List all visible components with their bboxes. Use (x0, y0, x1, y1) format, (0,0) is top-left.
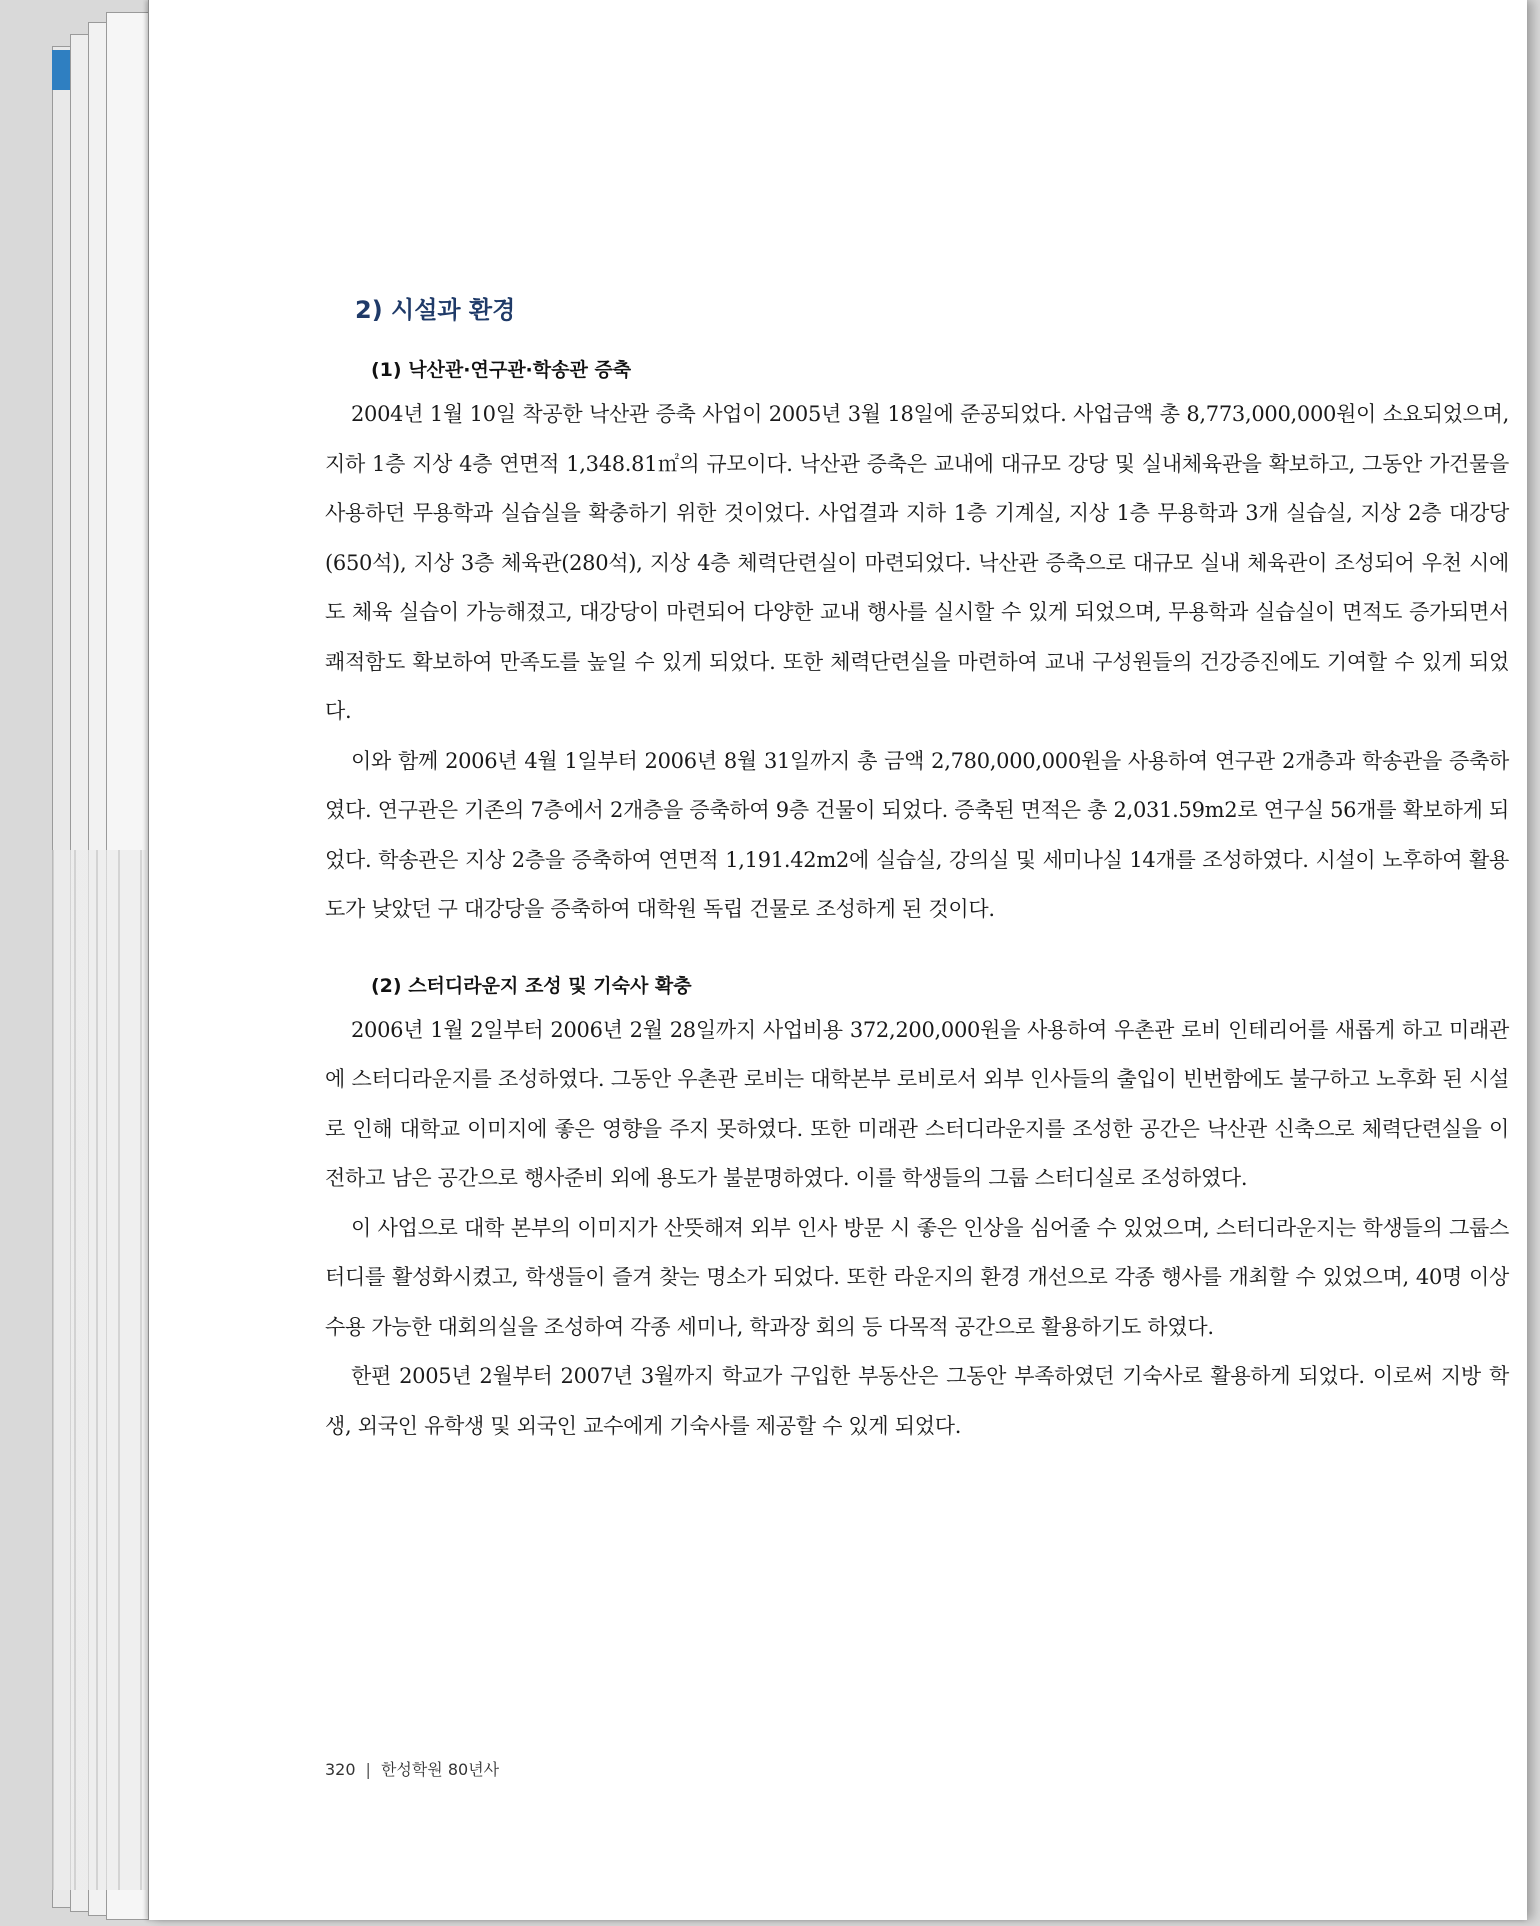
paragraph: 한편 2005년 2월부터 2007년 3월까지 학교가 구입한 부동산은 그동안 부족하였던 기숙사로 활용하게 되었다. 이로써 지방 학생, 외국인 유학생 및 외국인 교수에게 기숙사를 제공할 수 있게 되었다. (325, 1364, 1509, 1438)
page-number: 320 (325, 1760, 356, 1779)
page-stack-lines (52, 850, 146, 1890)
paragraph: 이와 함께 2006년 4월 1일부터 2006년 8월 31일까지 총 금액 2,780,000,000원을 사용하여 연구관 2개층과 학송관을 증축하였다. 연구관은 기존의 7층에서 2개층을 증축하여 9층 건물이 되었다. 증축된 면적은 총 2,031.59m2로 연구실 56개를 확보하게 되었다. 학송관은 지상 2층을 증축하여 연면적 1,191.42m2에 실습실, 강의실 및 세미나실 14개를 조성하였다. 시설이 노후하여 활용도가 낮았던 구 대강당을 증축하여 대학원 독립 건물로 조성하게 된 것이다. (325, 748, 1509, 921)
subsection-title-2: (2) 스터디라운지 조성 및 기숙사 확충 (371, 974, 692, 997)
paragraph: 이 사업으로 대학 본부의 이미지가 산뜻해져 외부 인사 방문 시 좋은 인상을 심어줄 수 있었으며, 스터디라운지는 학생들의 그룹스터디를 활성화시켰고, 학생들이 즐겨 찾는 명소가 되었다. 또한 라운지의 환경 개선으로 각종 행사를 개최할 수 있었으며, 40명 이상 수용 가능한 대회의실을 조성하여 각종 세미나, 학과장 회의 등 다목적 공간으로 활용하기도 하였다. (325, 1215, 1509, 1339)
bookmark-tab[interactable] (52, 50, 70, 90)
page-footer (325, 1757, 499, 1780)
paragraph: 2004년 1월 10일 착공한 낙산관 증축 사업이 2005년 3월 18일에 준공되었다. 사업금액 총 8,773,000,000원이 소요되었으며, 지하 1층 지상 4층 연면적 1,348.81㎡의 규모이다. 낙산관 증축은 교내에 대규모 강당 및 실내체육관을 확보하고, 그동안 가건물을 사용하던 무용학과 실습실을 확충하기 위한 것이었다. 사업결과 지하 1층 기계실, 지상 1층 무용학과 3개 실습실, 지상 2층 대강당(650석), 지상 3층 체육관(280석), 지상 4층 체력단련실이 마련되었다. 낙산관 증축으로 대규모 실내 체육관이 조성되어 우천 시에도 체육 실습이 가능해졌고, 대강당이 마련되어 다양한 교내 행사를 실시할 수 있게 되었으며, 무용학과 실습실이 면적도 증가되면서 쾌적함도 확보하여 만족도를 높일 수 있게 되었다. 또한 체력단련실을 마련하여 교내 구성원들의 건강증진에도 기여할 수 있게 되었다. (325, 402, 1509, 723)
book-title: 한성학원 80년사 (380, 1760, 500, 1779)
section-title: 2) 시설과 환경 (355, 296, 516, 324)
document-page (148, 0, 1527, 1920)
subsection-title-1: (1) 낙산관·연구관·학송관 증축 (371, 359, 632, 381)
footer-separator: | (365, 1760, 371, 1779)
page-content (325, 290, 1509, 1451)
paragraph: 2006년 1월 2일부터 2006년 2월 28일까지 사업비용 372,200,000원을 사용하여 우촌관 로비 인테리어를 새롭게 하고 미래관에 스터디라운지를 조성하였다. 그동안 우촌관 로비는 대학본부 로비로서 외부 인사들의 출입이 빈번함에도 불구하고 노후화 된 시설로 인해 대학교 이미지에 좋은 영향을 주지 못하였다. 또한 미래관 스터디라운지를 조성한 공간은 낙산관 신축으로 체력단련실을 이전하고 남은 공간으로 행사준비 외에 용도가 불분명하였다. 이를 학생들의 그룹 스터디실로 조성하였다. (325, 1017, 1509, 1190)
